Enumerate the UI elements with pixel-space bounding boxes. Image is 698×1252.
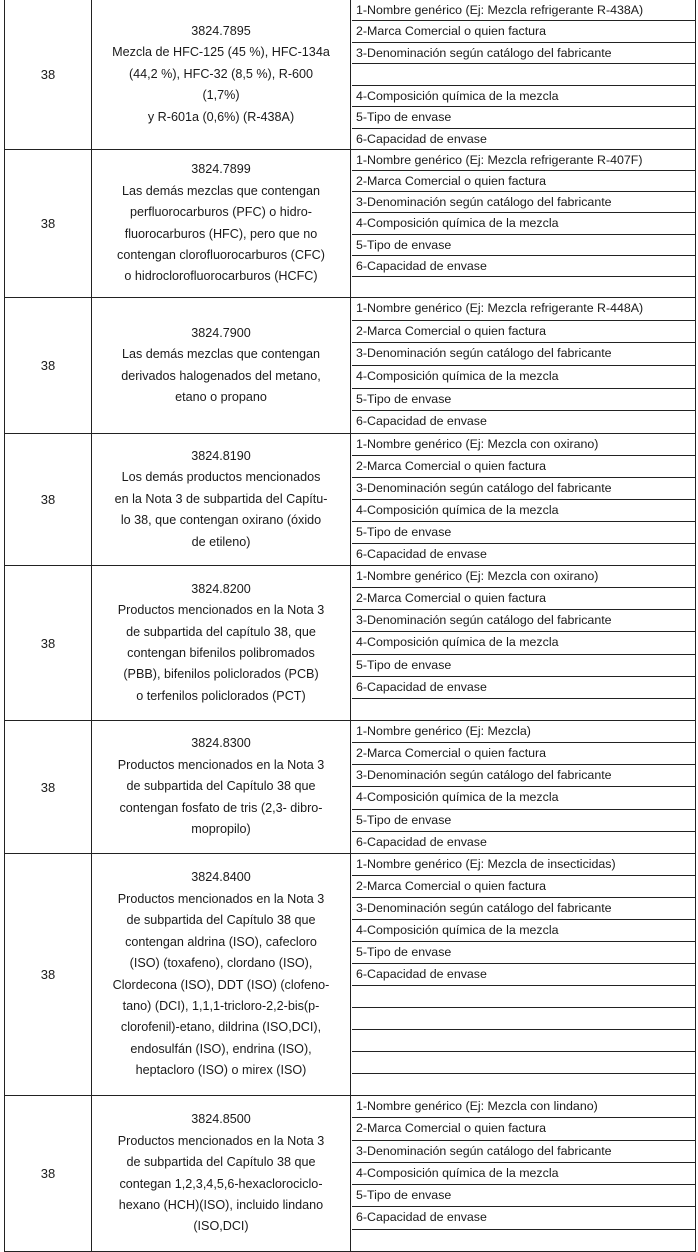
requirement-item: 4-Composición química de la mezcla [352, 366, 695, 389]
requirement-item: 4-Composición química de la mezcla [352, 787, 695, 809]
requirement-item: 4-Composición química de la mezcla [352, 500, 695, 522]
requirement-item: 2-Marca Comercial o quien factura [352, 1118, 695, 1140]
description-line: etano o propano [175, 389, 267, 404]
requirement-item: 3-Denominación según catálogo del fabricante [352, 765, 695, 787]
requirement-item [352, 1030, 695, 1052]
description-cell [92, 298, 351, 433]
table-row [5, 0, 695, 150]
description-line: Mezcla de HFC-125 (45 %), HFC-134a [112, 45, 330, 60]
description-line: contengan fosfato de tris (2,3- dibro- [119, 800, 323, 815]
requirements-cell [352, 854, 695, 1095]
description-cell [92, 854, 351, 1095]
table-row [5, 854, 695, 1096]
requirement-item: 4-Composición química de la mezcla [352, 1163, 695, 1185]
description-line: contengan clorofluorocarburos (CFC) [117, 247, 325, 262]
chapter-cell: 38 [5, 721, 92, 853]
requirement-item: 5-Tipo de envase [352, 655, 695, 677]
requirement-item: 1-Nombre genérico (Ej: Mezcla refrigerante R-438A) [352, 0, 695, 21]
description-line: de subpartida del Capítulo 38 que [126, 913, 316, 928]
requirement-item: 6-Capacidad de envase [352, 677, 695, 699]
description-cell [92, 150, 351, 297]
description-line: contegan 1,2,3,4,5,6-hexaclorociclo- [119, 1176, 323, 1191]
table-row [5, 1096, 695, 1252]
requirement-item: 1-Nombre genérico (Ej: Mezcla) [352, 721, 695, 743]
description-line: heptacloro (ISO) o mirex (ISO) [135, 1063, 307, 1078]
requirement-item [352, 64, 695, 85]
tariff-code: 3824.8200 [191, 581, 251, 596]
description-line: hexano (HCH)(ISO), incluido lindano [118, 1197, 324, 1212]
requirement-item: 4-Composición química de la mezcla [352, 86, 695, 107]
description-line: de subpartida del capítulo 38, que [126, 624, 316, 639]
requirement-item: 6-Capacidad de envase [356, 547, 487, 561]
description-line: perfluorocarburos (PFC) o hidro- [130, 205, 312, 220]
description-line: (ISO) (toxafeno), clordano (ISO), [129, 956, 313, 971]
requirement-item: 5-Tipo de envase [352, 1185, 695, 1207]
table-row [5, 721, 695, 854]
description-line: o hidroclorofluorocarburos (HCFC) [124, 269, 318, 284]
requirement-item [352, 277, 695, 298]
table-row [5, 434, 695, 566]
requirement-item: 6-Capacidad de envase [352, 964, 695, 986]
description-line: contengan aldrina (ISO), cafecloro [125, 934, 317, 949]
requirement-item [352, 1008, 695, 1030]
requirement-item: 2-Marca Comercial o quien factura [352, 588, 695, 610]
requirement-item: 3-Denominación según catálogo del fabricante [352, 343, 695, 366]
description-line: Las demás mezclas que contengan [121, 347, 321, 362]
description-line: Productos mencionados en la Nota 3 [117, 757, 325, 772]
table-row [5, 150, 695, 298]
requirement-item: 5-Tipo de envase [352, 389, 695, 412]
tariff-code: 3824.7895 [191, 23, 251, 38]
description-line: de subpartida del Capítulo 38 que [126, 1155, 316, 1170]
requirement-item: 3-Denominación según catálogo del fabricante [352, 478, 695, 500]
requirement-item: 4-Composición química de la mezcla [352, 920, 695, 942]
description-line: Clordecona (ISO), DDT (ISO) (clofeno- [112, 977, 330, 992]
description-cell [92, 0, 351, 149]
requirement-item: 1-Nombre genérico (Ej: Mezcla de insecticidas) [352, 854, 695, 876]
tariff-code: 3824.7900 [191, 325, 251, 340]
requirement-item: 1-Nombre genérico (Ej: Mezcla con oxirano) [352, 434, 695, 456]
requirement-item: 3-Denominación según catálogo del fabricante [352, 43, 695, 64]
requirement-item [352, 1074, 695, 1096]
chapter-cell: 38 [5, 150, 92, 297]
description-line: Las demás mezclas que contengan [121, 183, 321, 198]
chapter-cell: 38 [5, 298, 92, 433]
description-line: mopropilo) [191, 822, 251, 837]
description-line: Los demás productos mencionados [121, 470, 321, 485]
requirement-item: 2-Marca Comercial o quien factura [352, 743, 695, 765]
chapter-cell: 38 [5, 566, 92, 720]
requirement-item: 2-Marca Comercial o quien factura [352, 456, 695, 478]
description-line: o terfenilos policlorados (PCT) [136, 688, 306, 703]
description-line: Productos mencionados en la Nota 3 [117, 891, 325, 906]
requirement-item: 4-Composición química de la mezcla [352, 213, 695, 234]
chapter-cell: 38 [5, 854, 92, 1095]
tariff-code: 3824.7899 [191, 162, 251, 177]
tariff-code: 3824.8500 [191, 1112, 251, 1127]
requirement-item: 2-Marca Comercial o quien factura [352, 171, 695, 192]
description-line: (44,2 %), HFC-32 (8,5 %), R-600 [128, 66, 314, 81]
requirement-item: 3-Denominación según catálogo del fabricante [352, 610, 695, 632]
description-line: lo 38, que contengan oxirano (óxido [120, 513, 322, 528]
requirement-item [352, 986, 695, 1008]
requirements-cell [352, 1096, 695, 1251]
requirement-item: 1-Nombre genérico (Ej: Mezcla refrigerante R-407F) [352, 150, 695, 171]
requirement-item [352, 1052, 695, 1074]
requirement-item: 1-Nombre genérico (Ej: Mezcla con lindano) [352, 1096, 695, 1118]
description-line: fluorocarburos (HFC), pero que no [124, 226, 318, 241]
requirement-item: 2-Marca Comercial o quien factura [352, 21, 695, 42]
description-line: tano) (DCI), 1,1,1-tricloro-2,2-bis(p- [122, 998, 320, 1013]
requirements-cell [352, 566, 695, 720]
chapter-cell: 38 [5, 1096, 92, 1251]
table-row [5, 298, 695, 434]
requirements-cell [352, 150, 695, 297]
tariff-code: 3824.8190 [191, 448, 251, 463]
requirement-item: 3-Denominación según catálogo del fabricante [352, 898, 695, 920]
description-line: endosulfán (ISO), endrina (ISO), [130, 1041, 312, 1056]
requirement-item: 5-Tipo de envase [352, 107, 695, 128]
description-cell [92, 566, 351, 720]
description-cell [92, 434, 351, 565]
description-line: clorofenil)-etano, dildrina (ISO,DCI), [120, 1020, 322, 1035]
description-cell [92, 1096, 351, 1251]
description-line: derivados halogenados del metano, [121, 368, 321, 383]
chapter-cell: 38 [5, 0, 92, 149]
requirement-item [352, 1230, 695, 1252]
requirement-item: 3-Denominación según catálogo del fabricante [352, 192, 695, 213]
requirement-item: 3-Denominación según catálogo del fabricante [352, 1141, 695, 1163]
requirements-cell [352, 0, 695, 149]
requirement-item: 2-Marca Comercial o quien factura [352, 876, 695, 898]
description-line: (PBB), bifenilos policlorados (PCB) [123, 667, 319, 682]
requirement-item: 6-Capacidad de envase [352, 1207, 695, 1229]
description-line: y R-601a (0,6%) (R-438A) [147, 109, 295, 124]
requirement-item: 1-Nombre genérico (Ej: Mezcla con oxirano) [352, 566, 695, 588]
requirement-item: 5-Tipo de envase [352, 942, 695, 964]
requirement-item: 1-Nombre genérico (Ej: Mezcla refrigerante R-448A) [352, 298, 695, 321]
requirement-item: 5-Tipo de envase [352, 810, 695, 832]
requirement-item [352, 699, 695, 721]
requirement-item: 6-Capacidad de envase [356, 131, 487, 146]
requirements-cell [352, 434, 695, 565]
tariff-table [4, 0, 696, 1252]
description-line: contengan bifenilos polibromados [127, 646, 315, 660]
description-line: en la Nota 3 de subpartida del Capítu- [114, 491, 328, 506]
requirement-item: 4-Composición química de la mezcla [352, 632, 695, 654]
requirements-cell [352, 721, 695, 853]
description-cell [92, 721, 351, 853]
requirements-cell [352, 298, 695, 433]
description-line: Productos mencionados en la Nota 3 [117, 603, 325, 618]
requirement-item: 5-Tipo de envase [352, 235, 695, 256]
requirement-item: 6-Capacidad de envase [356, 414, 487, 429]
tariff-code: 3824.8300 [191, 736, 251, 751]
description-line: (ISO,DCI) [193, 1219, 249, 1234]
description-line: Productos mencionados en la Nota 3 [117, 1133, 325, 1148]
requirement-item: 5-Tipo de envase [352, 522, 695, 544]
description-line: (1,7%) [202, 88, 240, 103]
requirement-item: 6-Capacidad de envase [352, 256, 695, 277]
description-line: de subpartida del Capítulo 38 que [126, 779, 316, 794]
requirement-item: 2-Marca Comercial o quien factura [352, 321, 695, 344]
chapter-cell: 38 [5, 434, 92, 565]
tariff-code: 3824.8400 [191, 870, 251, 885]
description-line: de etileno) [191, 534, 251, 549]
table-row [5, 566, 695, 721]
requirement-item: 6-Capacidad de envase [356, 834, 487, 849]
